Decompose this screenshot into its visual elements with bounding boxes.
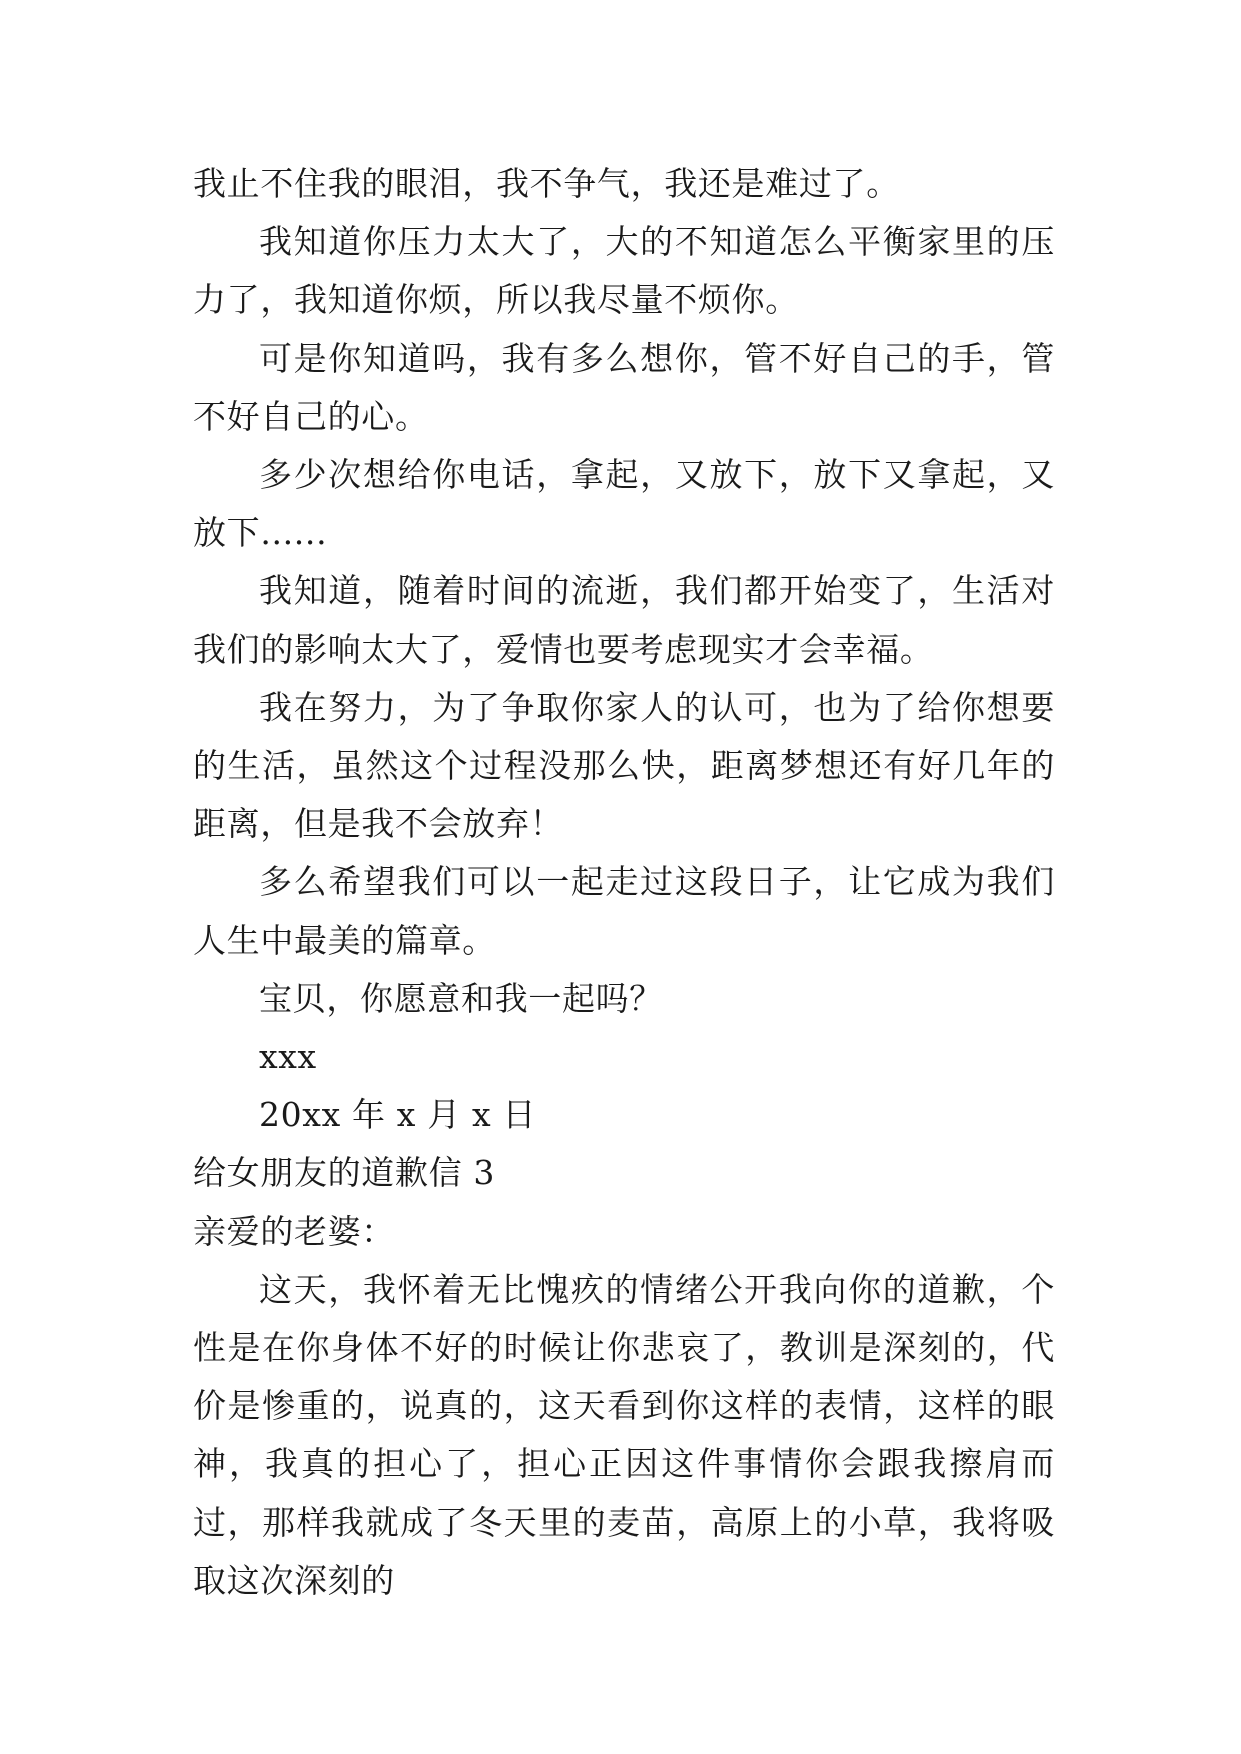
paragraph-pressure: 我知道你压力太大了，大的不知道怎么平衡家里的压力了，我知道你烦，所以我尽量不烦你。 xyxy=(193,222,1055,320)
paragraph-question: 宝贝，你愿意和我一起吗？ xyxy=(259,978,663,1018)
paragraph-phone: 多少次想给你电话，拿起，又放下，放下又拿起，又放下...... xyxy=(193,455,1055,553)
paragraph-time-passing: 我知道，随着时间的流逝，我们都开始变了，生活对我们的影响太大了，爱情也要考虑现实才会幸福。 xyxy=(193,571,1055,669)
section-heading: 给女朋友的道歉信 3 xyxy=(193,1153,496,1193)
paragraph-tears: 我止不住我的眼泪，我不争气，我还是难过了。 xyxy=(193,164,900,203)
document-body xyxy=(193,155,1055,1610)
paragraph-missing-you: 可是你知道吗，我有多么想你，管不好自己的手，管不好自己的心。 xyxy=(193,338,1055,436)
letter-salutation: 亲爱的老婆： xyxy=(193,1211,395,1251)
paragraph-apology: 这天，我怀着无比愧疚的情绪公开我向你的道歉，个性是在你身体不好的时候让你悲哀了，教训是深刻的，代价是惨重的，说真的，这天看到你这样的表情，这样的眼神，我真的担心了，担心正因这件事情你会跟我擦肩而过，那样我就成了冬天里的麦苗，高原上的小草，我将吸取这次深刻的 xyxy=(193,1269,1055,1600)
paragraph-effort: 我在努力，为了争取你家人的认可，也为了给你想要的生活，虽然这个过程没那么快，距离梦想还有好几年的距离，但是我不会放弃！ xyxy=(193,687,1055,844)
signature-date: 20xx 年 x 月 x 日 xyxy=(259,1095,537,1135)
signature-name: xxx xyxy=(259,1037,317,1077)
paragraph-hope: 多么希望我们可以一起走过这段日子，让它成为我们人生中最美的篇章。 xyxy=(193,862,1055,960)
